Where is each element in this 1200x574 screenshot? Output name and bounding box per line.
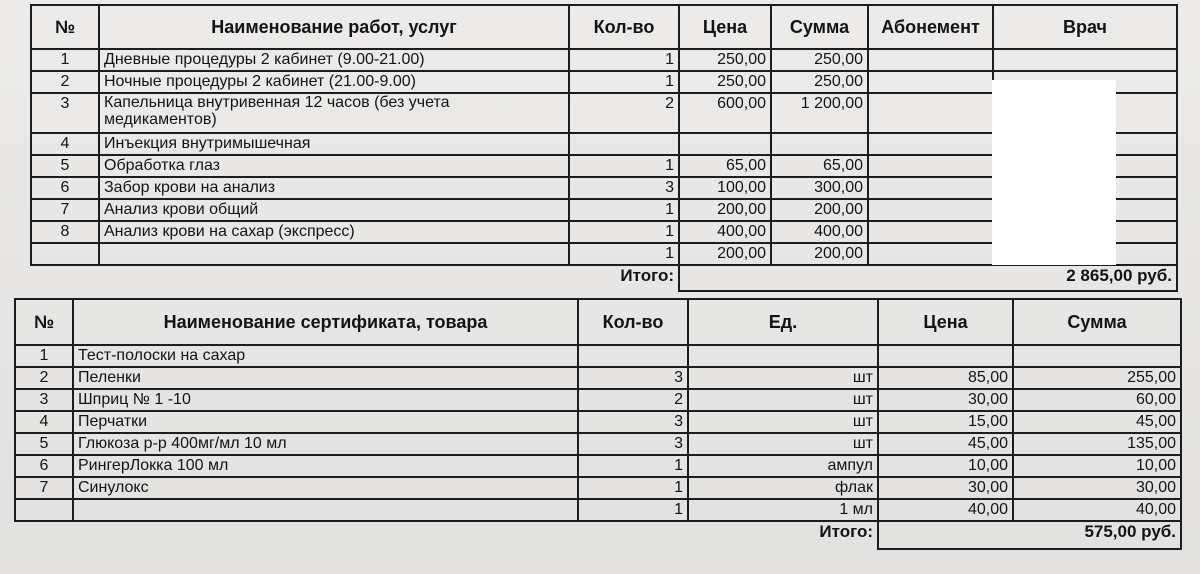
- row-name: Тест-полоски на сахар: [73, 345, 578, 367]
- row-unit: шт: [688, 433, 878, 455]
- row-unit: [688, 345, 878, 367]
- row-sum: 135,00: [1013, 433, 1181, 455]
- row-qty: 1: [578, 499, 688, 521]
- row-num: 2: [15, 367, 73, 389]
- row-sum: [1013, 345, 1181, 367]
- goods-header-qty: Кол-во: [578, 299, 688, 345]
- row-qty: 1: [569, 243, 679, 265]
- row-num: 7: [31, 199, 99, 221]
- row-unit: шт: [688, 411, 878, 433]
- row-subscription: [868, 177, 993, 199]
- row-subscription: [868, 133, 993, 155]
- row-name: [73, 499, 578, 521]
- row-num: 7: [15, 477, 73, 499]
- row-name: Перчатки: [73, 411, 578, 433]
- row-qty: 1: [569, 71, 679, 93]
- row-qty: 1: [569, 49, 679, 71]
- row-sum: 60,00: [1013, 389, 1181, 411]
- row-price: 600,00: [679, 93, 771, 133]
- table-row: [15, 411, 1181, 433]
- row-sum: 65,00: [771, 155, 868, 177]
- row-subscription: [868, 221, 993, 243]
- row-unit: шт: [688, 389, 878, 411]
- row-qty: 3: [578, 433, 688, 455]
- row-name: Дневные процедуры 2 кабинет (9.00-21.00): [99, 49, 569, 71]
- row-name: Пеленки: [73, 367, 578, 389]
- row-qty: 1: [569, 221, 679, 243]
- row-qty: 3: [578, 367, 688, 389]
- row-qty: [578, 345, 688, 367]
- table-row: [15, 455, 1181, 477]
- row-sum: 250,00: [771, 49, 868, 71]
- row-name: Капельница внутривенная 12 часов (без учета медикаментов): [99, 93, 569, 133]
- row-unit: флак: [688, 477, 878, 499]
- row-sum: [771, 133, 868, 155]
- row-price: [679, 133, 771, 155]
- services-header-qty: Кол-во: [569, 5, 679, 49]
- row-num: [31, 243, 99, 265]
- row-sum: 40,00: [1013, 499, 1181, 521]
- row-subscription: [868, 93, 993, 133]
- row-price: 200,00: [679, 199, 771, 221]
- goods-table: [14, 298, 1182, 550]
- row-qty: [569, 133, 679, 155]
- row-price: 250,00: [679, 71, 771, 93]
- row-subscription: [868, 243, 993, 265]
- row-price: 400,00: [679, 221, 771, 243]
- row-num: 6: [15, 455, 73, 477]
- services-header-subscription: Абонемент: [868, 5, 993, 49]
- table-row: [15, 433, 1181, 455]
- row-price: 10,00: [878, 455, 1013, 477]
- row-price: 30,00: [878, 389, 1013, 411]
- row-sum: 30,00: [1013, 477, 1181, 499]
- row-qty: 3: [569, 177, 679, 199]
- row-num: 5: [31, 155, 99, 177]
- services-header-name: Наименование работ, услуг: [99, 5, 569, 49]
- row-unit: ампул: [688, 455, 878, 477]
- row-num: 2: [31, 71, 99, 93]
- row-doctor: [993, 49, 1177, 71]
- row-price: 100,00: [679, 177, 771, 199]
- goods-header-num: №: [15, 299, 73, 345]
- services-total-label: Итого:: [620, 266, 674, 285]
- row-qty: 2: [578, 389, 688, 411]
- row-price: [878, 345, 1013, 367]
- row-price: 45,00: [878, 433, 1013, 455]
- row-price: 40,00: [878, 499, 1013, 521]
- row-sum: 200,00: [771, 243, 868, 265]
- row-subscription: [868, 49, 993, 71]
- row-price: 30,00: [878, 477, 1013, 499]
- goods-header-price: Цена: [878, 299, 1013, 345]
- row-name: Обработка глаз: [99, 155, 569, 177]
- row-num: 1: [31, 49, 99, 71]
- row-price: 200,00: [679, 243, 771, 265]
- row-name: Синулокс: [73, 477, 578, 499]
- row-price: 65,00: [679, 155, 771, 177]
- row-sum: 200,00: [771, 199, 868, 221]
- row-name: Инъекция внутримышечная: [99, 133, 569, 155]
- row-subscription: [868, 155, 993, 177]
- row-num: 8: [31, 221, 99, 243]
- row-sum: 250,00: [771, 71, 868, 93]
- row-sum: 10,00: [1013, 455, 1181, 477]
- row-qty: 1: [578, 477, 688, 499]
- row-num: 1: [15, 345, 73, 367]
- row-name: Шприц № 1 -10: [73, 389, 578, 411]
- row-name: [99, 243, 569, 265]
- table-row: [31, 49, 1177, 71]
- row-name: Анализ крови общий: [99, 199, 569, 221]
- goods-total-label: Итого:: [819, 522, 873, 541]
- services-total-row: [31, 265, 1177, 291]
- goods-total-value: 575,00 руб.: [878, 521, 1181, 549]
- services-header-sum: Сумма: [771, 5, 868, 49]
- row-num: [15, 499, 73, 521]
- goods-header-name: Наименование сертификата, товара: [73, 299, 578, 345]
- row-price: 250,00: [679, 49, 771, 71]
- table-row: [15, 345, 1181, 367]
- table-row: [15, 477, 1181, 499]
- goods-header-sum: Сумма: [1013, 299, 1181, 345]
- row-num: 3: [15, 389, 73, 411]
- row-qty: 1: [569, 199, 679, 221]
- row-name: Ночные процедуры 2 кабинет (21.00-9.00): [99, 71, 569, 93]
- row-num: 4: [31, 133, 99, 155]
- row-sum: 300,00: [771, 177, 868, 199]
- goods-header-row: [15, 299, 1181, 345]
- services-header-doctor: Врач: [993, 5, 1177, 49]
- row-num: 5: [15, 433, 73, 455]
- table-row: [15, 499, 1181, 521]
- row-name: Глюкоза р-р 400мг/мл 10 мл: [73, 433, 578, 455]
- row-qty: 2: [569, 93, 679, 133]
- services-header-row: [31, 5, 1177, 49]
- goods-header-unit: Ед.: [688, 299, 878, 345]
- row-subscription: [868, 71, 993, 93]
- row-subscription: [868, 199, 993, 221]
- table-row: [15, 367, 1181, 389]
- row-unit: шт: [688, 367, 878, 389]
- row-num: 3: [31, 93, 99, 133]
- services-total-value: 2 865,00 руб.: [679, 265, 1177, 291]
- goods-total-row: [15, 521, 1181, 549]
- row-name: РингерЛокка 100 мл: [73, 455, 578, 477]
- row-sum: 1 200,00: [771, 93, 868, 133]
- row-unit: 1 мл: [688, 499, 878, 521]
- row-sum: 255,00: [1013, 367, 1181, 389]
- row-qty: 1: [569, 155, 679, 177]
- row-sum: 45,00: [1013, 411, 1181, 433]
- redacted-doctor-block: [992, 80, 1116, 265]
- row-name: Анализ крови на сахар (экспресс): [99, 221, 569, 243]
- row-price: 85,00: [878, 367, 1013, 389]
- row-num: 4: [15, 411, 73, 433]
- row-qty: 3: [578, 411, 688, 433]
- services-header-num: №: [31, 5, 99, 49]
- row-name: Забор крови на анализ: [99, 177, 569, 199]
- table-row: [15, 389, 1181, 411]
- row-price: 15,00: [878, 411, 1013, 433]
- row-num: 6: [31, 177, 99, 199]
- services-header-price: Цена: [679, 5, 771, 49]
- row-qty: 1: [578, 455, 688, 477]
- row-sum: 400,00: [771, 221, 868, 243]
